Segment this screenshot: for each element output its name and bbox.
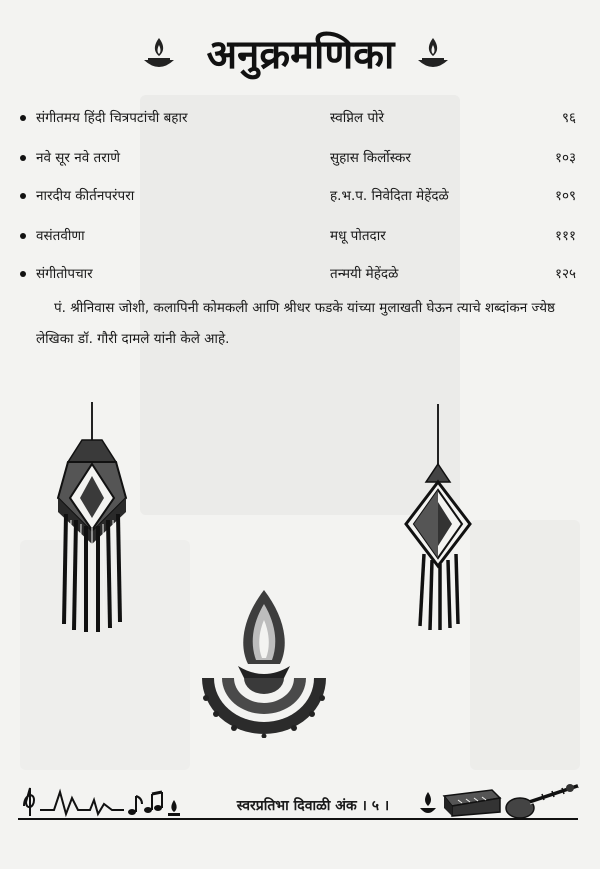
oil-lamp-icon bbox=[416, 34, 450, 74]
toc-author: तन्मयी मेहेंदळे bbox=[330, 266, 399, 282]
toc-title: नवे सूर नवे तराणे bbox=[36, 150, 120, 166]
bleed-through-right-column bbox=[470, 520, 580, 770]
toc-page-number: १११ bbox=[554, 228, 576, 244]
toc-author: ह.भ.प. निवेदिता मेहेंदळे bbox=[330, 188, 449, 204]
oil-lamp-icon bbox=[142, 34, 176, 74]
bullet bbox=[20, 271, 26, 277]
hanging-lantern-icon bbox=[402, 404, 474, 632]
bullet bbox=[20, 193, 26, 199]
interview-note bbox=[36, 293, 576, 355]
footer-page-label: स्वरप्रतिभा दिवाळी अंक । ५ । bbox=[236, 798, 390, 814]
toc-row[interactable] bbox=[0, 106, 600, 130]
toc-page-number: १०९ bbox=[554, 188, 576, 204]
toc-title: संगीतोपचार bbox=[36, 266, 93, 282]
hanging-lantern-icon bbox=[52, 402, 132, 634]
oil-lamp-icon bbox=[418, 790, 438, 818]
footer-rule bbox=[18, 818, 578, 820]
page-title: अनुक्रमणिका bbox=[206, 32, 395, 78]
toc-page-number: १०३ bbox=[554, 150, 576, 166]
toc-row[interactable] bbox=[0, 262, 600, 286]
toc-page-number: ९६ bbox=[561, 110, 576, 126]
toc-page-number: १२५ bbox=[554, 266, 576, 282]
bullet bbox=[20, 115, 26, 121]
bullet bbox=[20, 155, 26, 161]
toc-row[interactable] bbox=[0, 184, 600, 208]
title-row bbox=[0, 30, 600, 80]
toc-author: मधू पोतदार bbox=[330, 228, 386, 244]
toc-title: नारदीय कीर्तनपरंपरा bbox=[36, 188, 135, 204]
bullet bbox=[20, 233, 26, 239]
toc-row[interactable] bbox=[0, 146, 600, 170]
toc-author: स्वप्निल पोरे bbox=[330, 110, 385, 126]
rangoli-lamp-icon bbox=[200, 586, 328, 738]
note-line: पं. श्रीनिवास जोशी, कलापिनी कोमकली आणि श्रीधर फडके यांच्या मुलाखती घेऊन त्याचे शब्दांकन ज्येष्ठ bbox=[54, 300, 555, 316]
sitar-icon bbox=[502, 782, 582, 820]
toc-author: सुहास किर्लोस्कर bbox=[330, 150, 411, 166]
toc-title: वसंतवीणा bbox=[36, 228, 85, 244]
note-line: लेखिका डॉ. गौरी दामले यांनी केले आहे. bbox=[36, 331, 230, 347]
toc-row[interactable] bbox=[0, 224, 600, 248]
toc-title: संगीतमय हिंदी चित्रपटांची बहार bbox=[36, 110, 188, 126]
harmonium-icon bbox=[440, 786, 504, 818]
music-notes-icon bbox=[20, 786, 180, 818]
